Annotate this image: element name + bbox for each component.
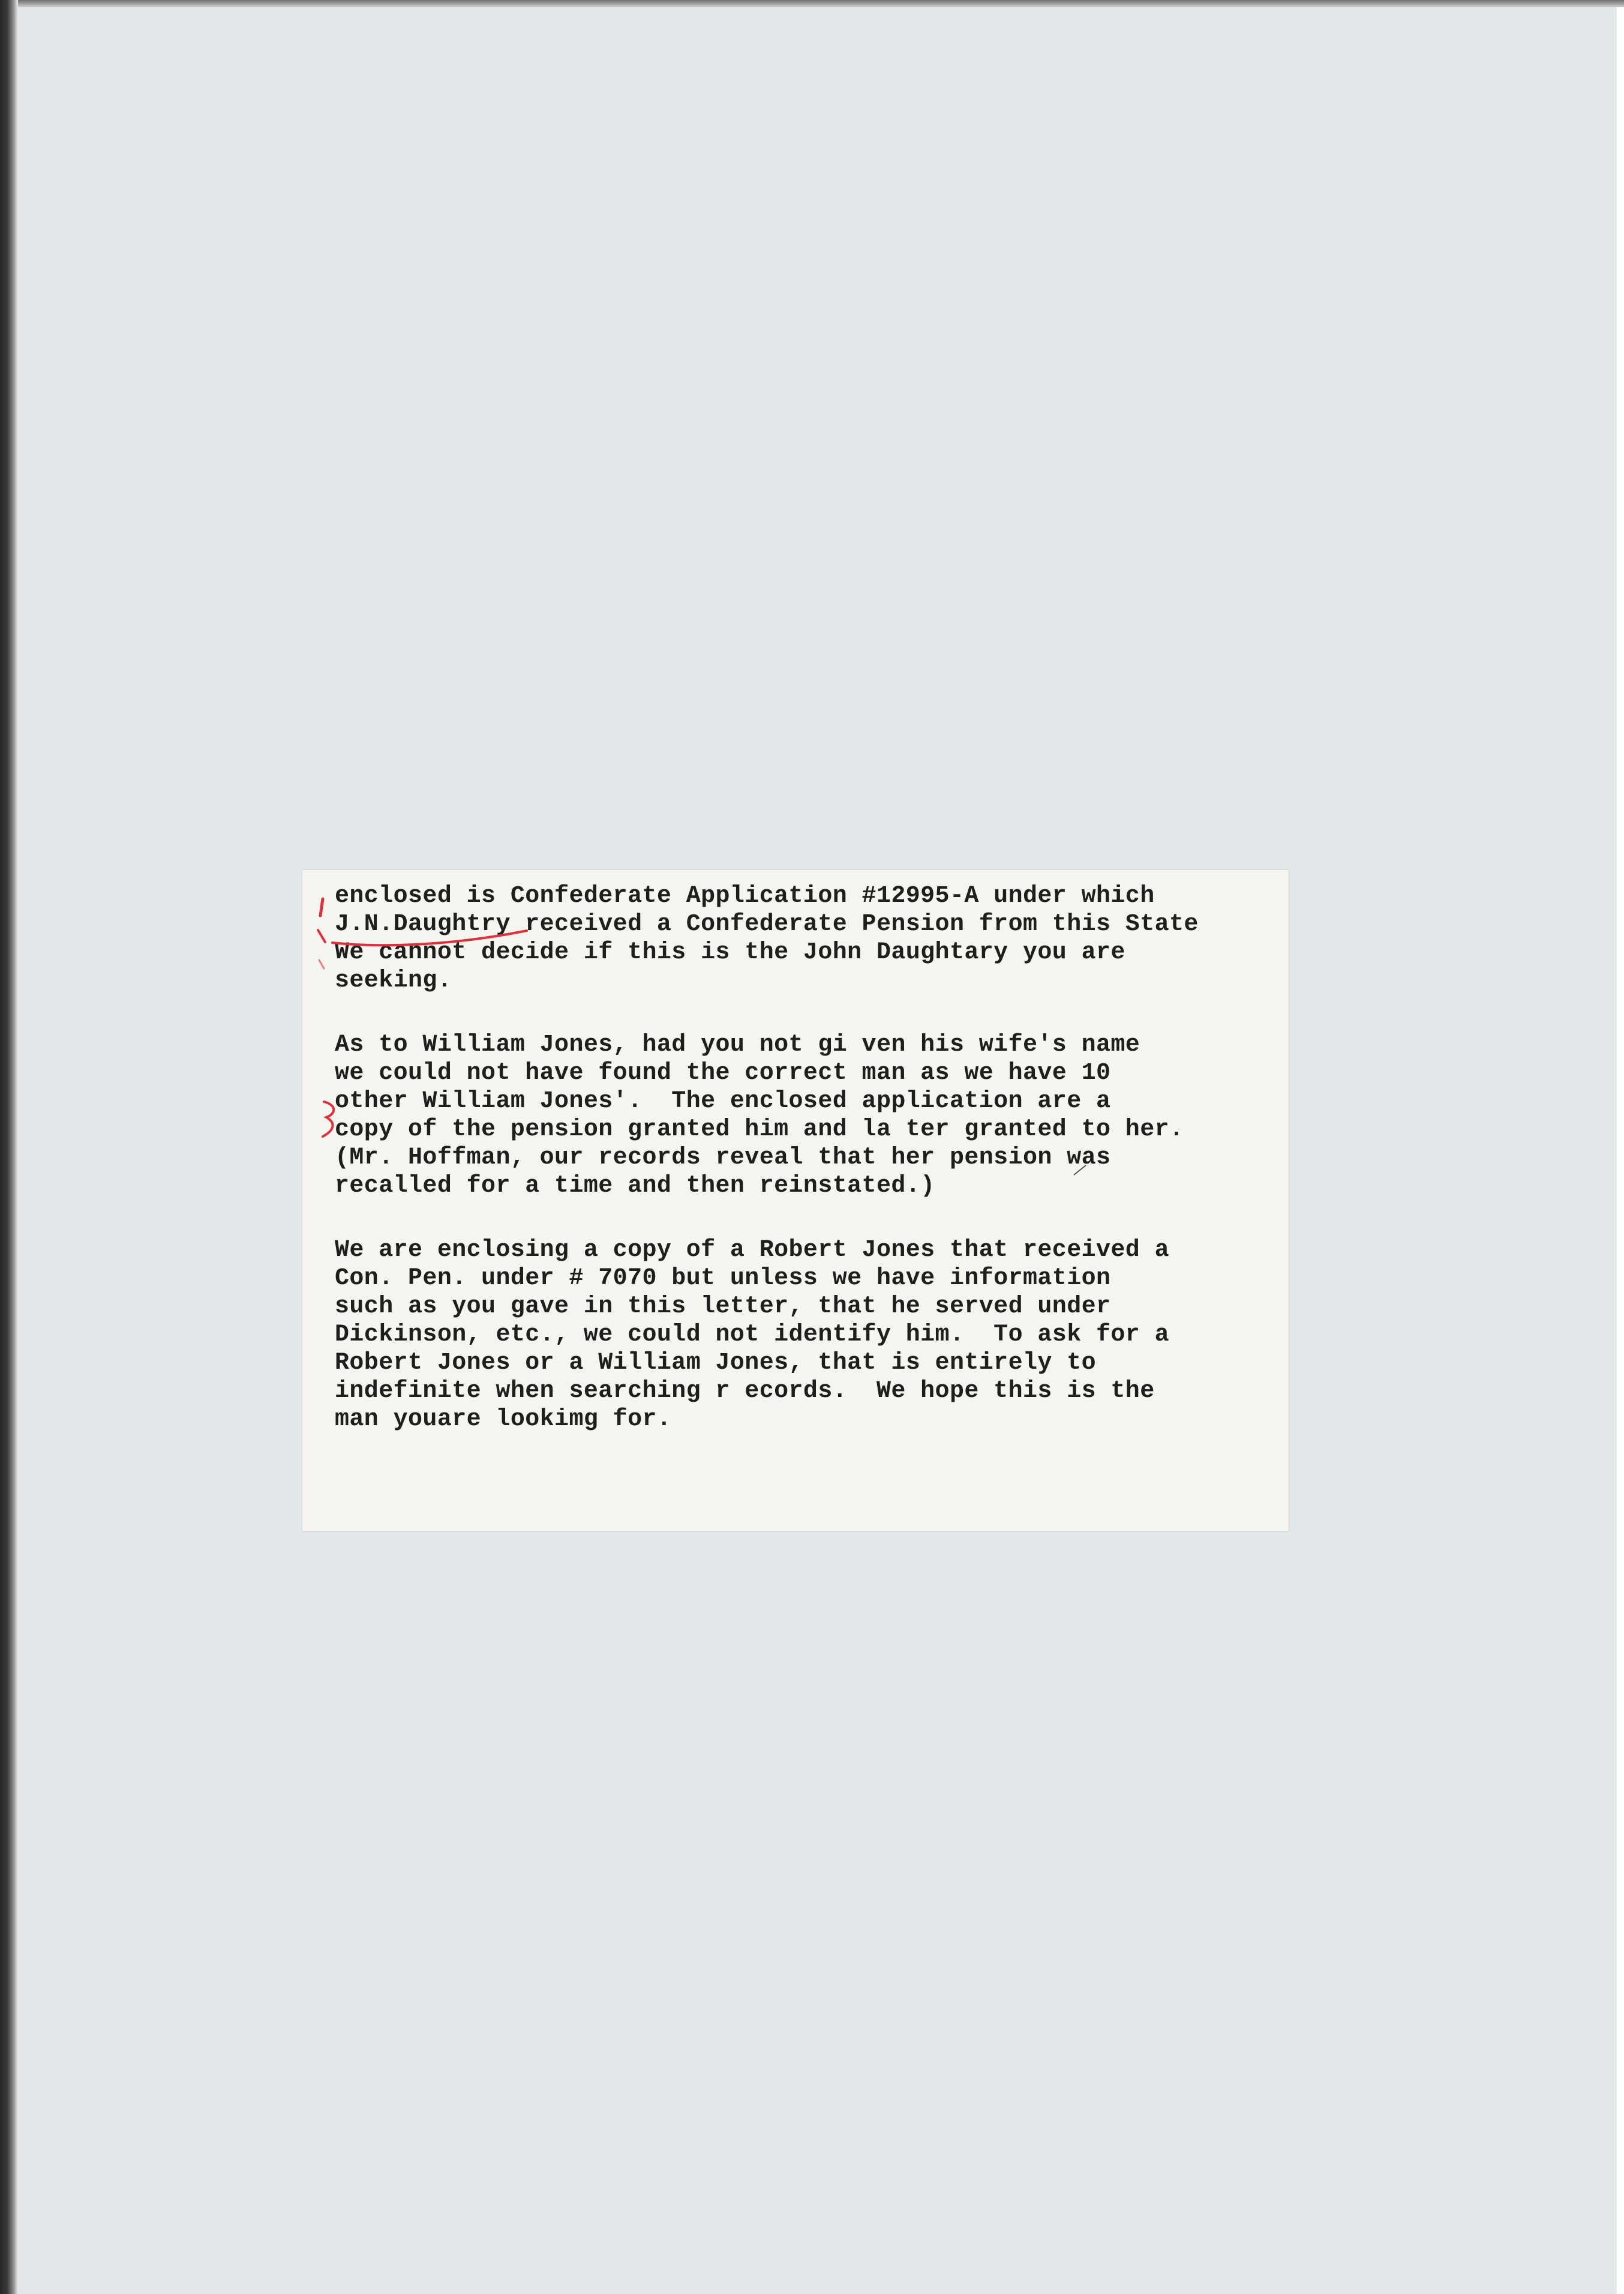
scan-left-border — [0, 0, 18, 2294]
text-line: Dickinson, etc., we could not identify him. To ask for a — [335, 1321, 1170, 1348]
text-line: We are enclosing a copy of a Robert Jones that received a — [335, 1237, 1170, 1264]
typed-note-card — [302, 870, 1289, 1531]
text-line: Con. Pen. under # 7070 but unless we have information — [335, 1265, 1111, 1292]
text-line: man youare lookimg for. — [335, 1406, 672, 1433]
red-check-mark-icon — [316, 1092, 346, 1146]
text-line: J.N.Daughtry received a Confederate Pension from this State — [335, 911, 1199, 938]
typed-letter-body — [335, 882, 1295, 1470]
paragraph-robert-jones — [335, 1236, 1295, 1434]
text-line: recalled for a time and then reinstated.) — [335, 1173, 935, 1200]
text-line: other William Jones'. The enclosed application are a — [335, 1088, 1111, 1115]
text-line: (Mr. Hoffman, our records reveal that her pension was — [335, 1144, 1111, 1171]
text-line: we could not have found the correct man as we have 10 — [335, 1060, 1111, 1087]
pencil-stroke-icon — [1071, 1161, 1089, 1179]
text-line: As to William Jones, had you not gi ven his wife's name — [335, 1031, 1140, 1058]
red-name-underline-icon — [329, 926, 533, 947]
text-line: Robert Jones or a William Jones, that is entirely to — [335, 1350, 1097, 1377]
scan-top-edge — [0, 0, 1624, 7]
text-line: seeking. — [335, 967, 452, 994]
text-line: enclosed is Confederate Application #12995-A under which — [335, 883, 1155, 910]
text-line: such as you gave in this letter, that he served under — [335, 1293, 1111, 1320]
paragraph-william-jones — [335, 1031, 1295, 1200]
text-line: We cannot decide if this is the John Daughtary you are — [335, 939, 1125, 966]
text-line: indefinite when searching r ecords. We hope this is the — [335, 1378, 1155, 1405]
text-line: copy of the pension granted him and la ter granted to her. — [335, 1116, 1184, 1143]
